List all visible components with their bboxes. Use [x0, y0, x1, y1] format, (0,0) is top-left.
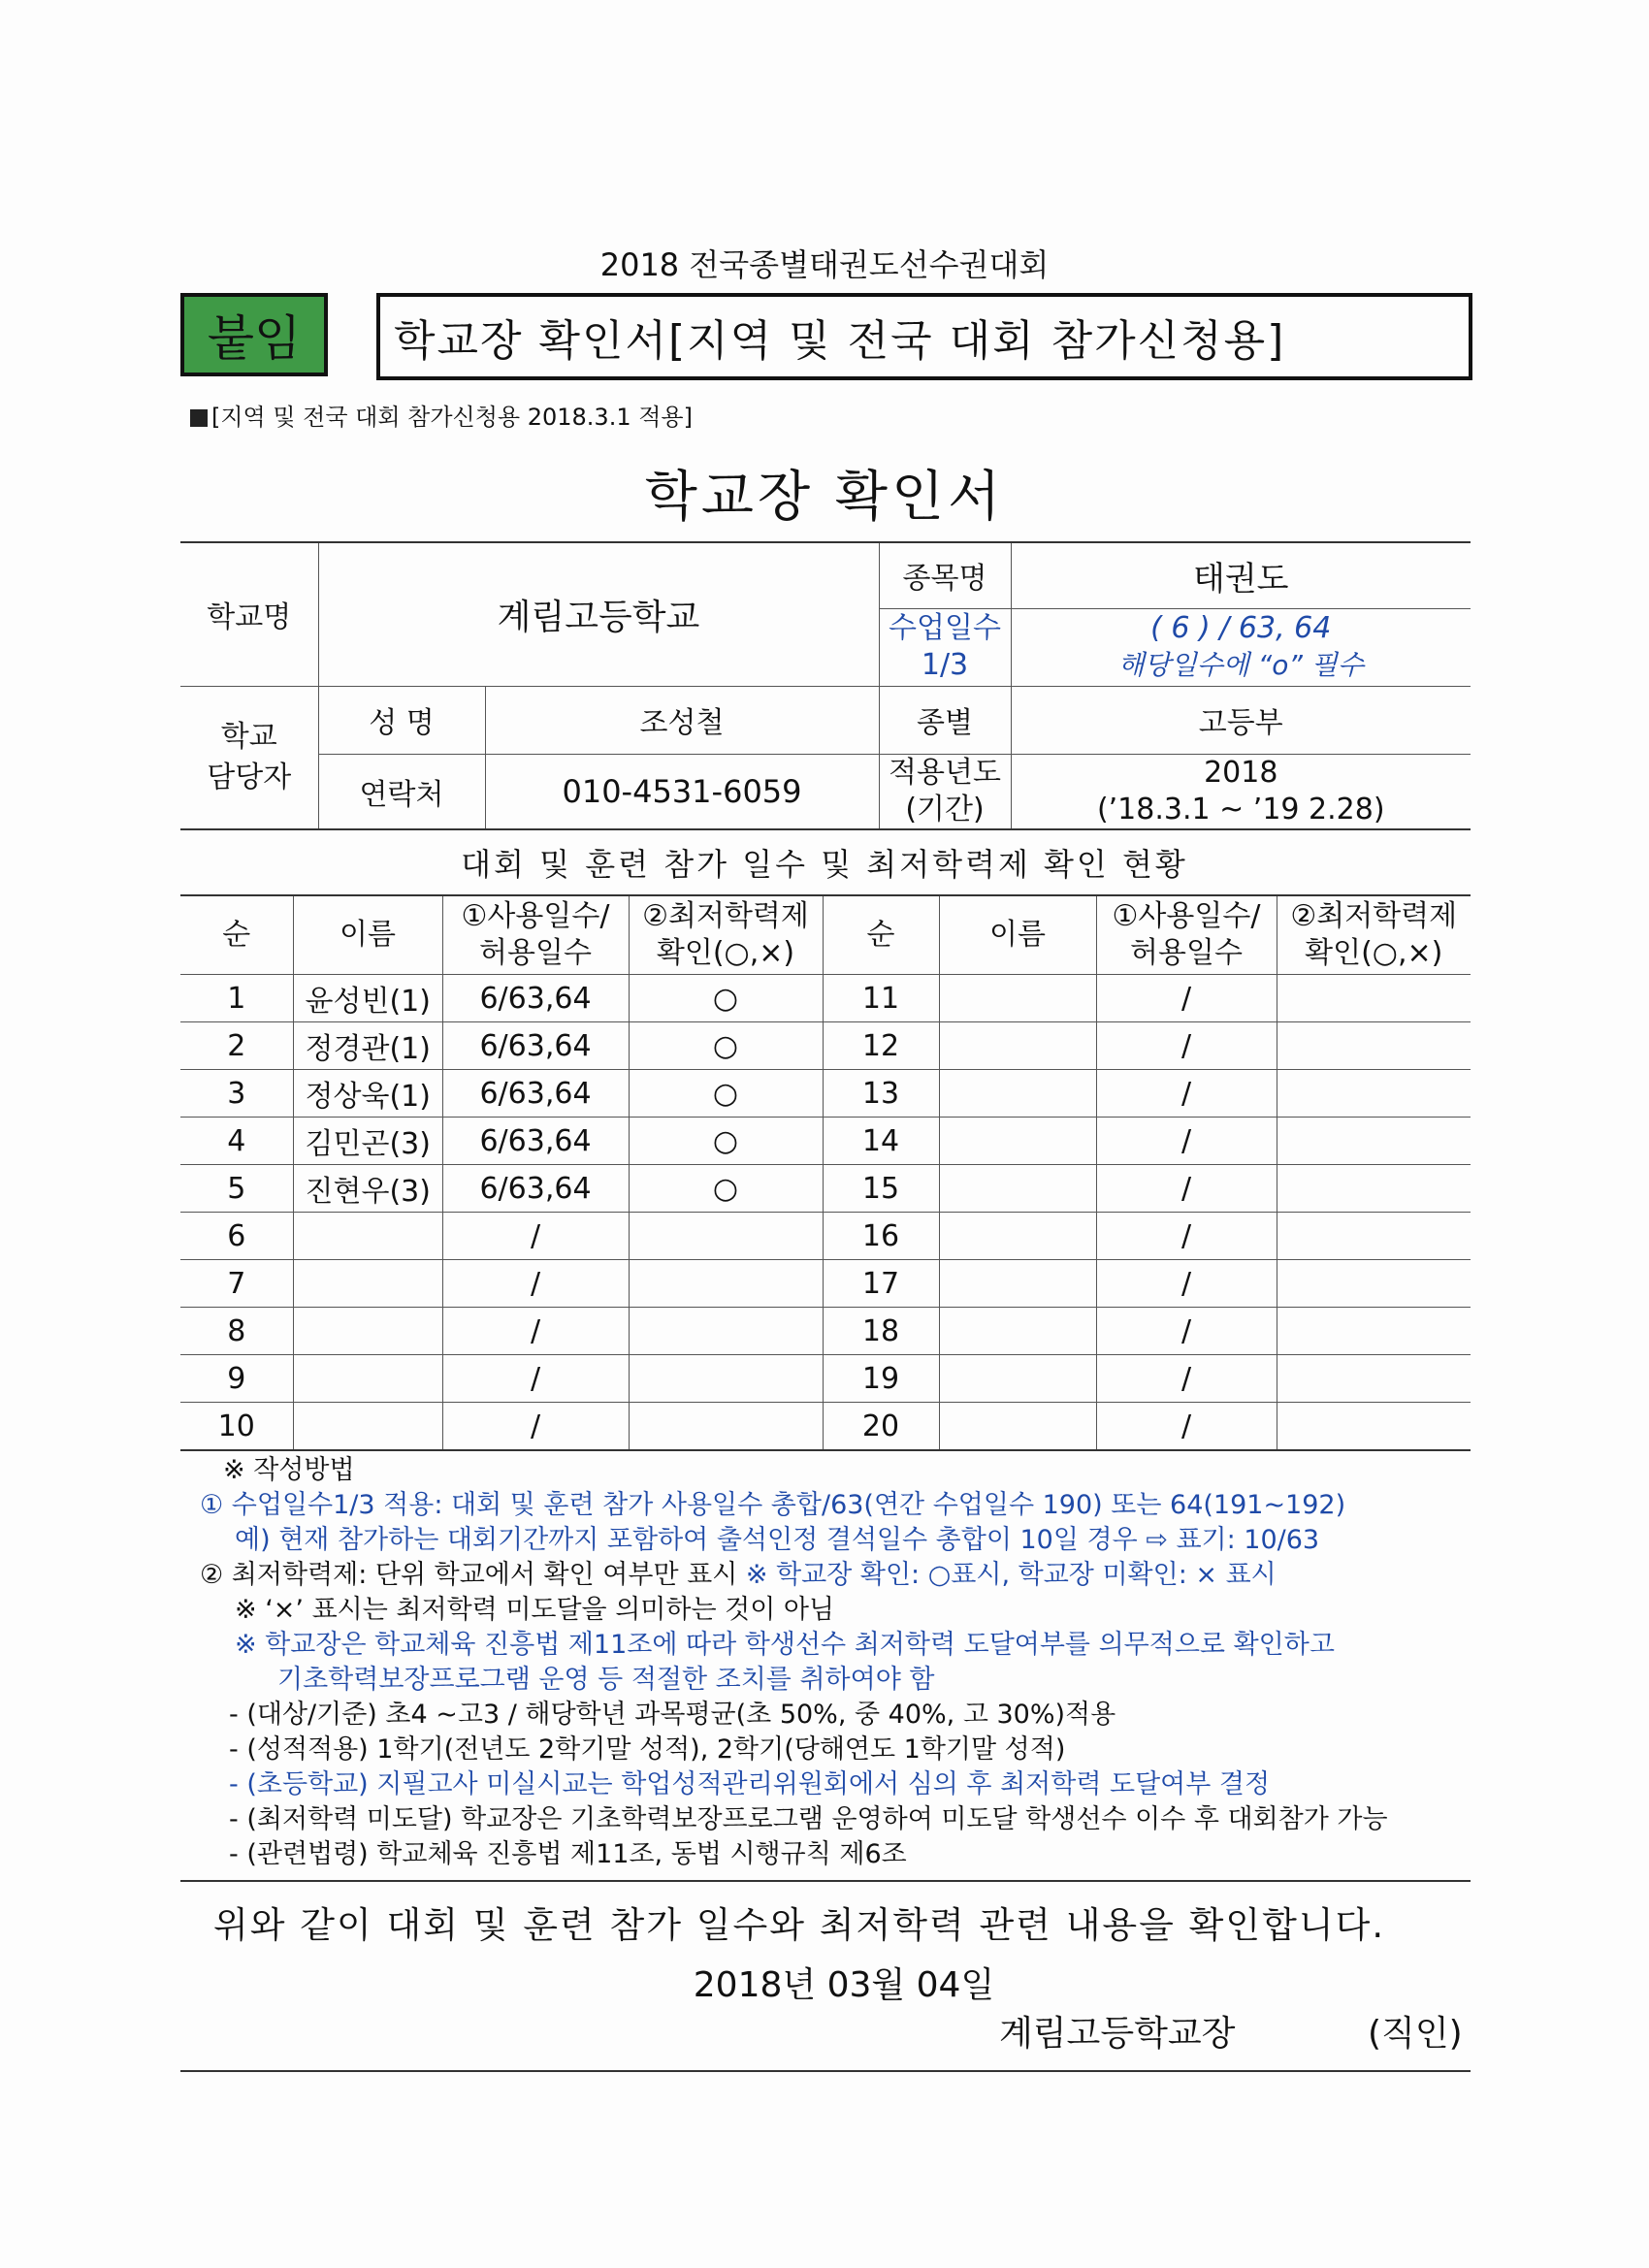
class-days-label-line2: 1/3	[921, 648, 969, 682]
header-no: 순	[823, 895, 939, 975]
athlete-name	[939, 1070, 1096, 1118]
used-days: /	[1096, 1403, 1277, 1451]
header-days-line2: 허용일수	[1130, 936, 1243, 970]
row-number: 9	[180, 1355, 293, 1403]
contact-value: 010-4531-6059	[485, 754, 879, 829]
used-days: 6/63,64	[442, 1070, 629, 1118]
header-min-line1: ②최저학력제	[1290, 899, 1458, 933]
name-label: 성 명	[318, 686, 485, 754]
used-days: /	[442, 1308, 629, 1355]
row-number: 13	[823, 1070, 939, 1118]
divider	[180, 1880, 1471, 1882]
page-title: 학교장 확인서	[644, 466, 1005, 529]
note-2b: ※ ‘×’ 표시는 최저학력 미도달을 의미하는 것이 아님	[235, 1595, 835, 1625]
header-name: 이름	[293, 895, 442, 975]
table-header-row	[180, 895, 1471, 975]
min-academic-mark	[1277, 1308, 1471, 1355]
table-row	[180, 1308, 1471, 1355]
used-days: /	[1096, 1022, 1277, 1070]
header-min-line2: 확인(○,×)	[656, 936, 795, 970]
athlete-name	[293, 1213, 442, 1260]
detail-1: - (대상/기준) 초4 ~고3 / 해당학년 과목평균(초 50%, 중 40%, 고 30%)적용	[229, 1700, 1116, 1730]
row-number: 7	[180, 1260, 293, 1308]
notes-section	[200, 1453, 1480, 1872]
year-label-line2: (기간)	[905, 792, 985, 826]
school-label: 학교명	[180, 542, 318, 686]
min-academic-mark	[1277, 1118, 1471, 1165]
min-academic-mark	[1277, 1260, 1471, 1308]
athlete-name	[939, 975, 1096, 1022]
used-days: /	[442, 1260, 629, 1308]
min-academic-mark	[1277, 1213, 1471, 1260]
row-number: 10	[180, 1403, 293, 1451]
athlete-name	[939, 1118, 1096, 1165]
division-value: 고등부	[1011, 686, 1471, 754]
note-1b: 예) 현재 참가하는 대회기간까지 포함하여 출석인정 결석일수 총합이 10일 경우 ⇨ 표기: 10/63	[235, 1525, 1320, 1555]
min-academic-mark	[629, 1355, 823, 1403]
table-row	[180, 975, 1471, 1022]
row-number: 14	[823, 1118, 939, 1165]
used-days: /	[442, 1403, 629, 1451]
confirm-statement: 위와 같이 대회 및 훈련 참가 일수와 최저학력 관련 내용을 확인합니다.	[213, 1904, 1386, 1946]
note-2d: 기초학력보장프로그램 운영 등 적절한 조치를 취하여야 함	[277, 1665, 935, 1695]
detail-2: - (성적적용) 1학기(전년도 2학기말 성적), 2학기(당해연도 1학기말 성적)	[229, 1734, 1066, 1765]
notes-heading: ※ 작성방법	[223, 1455, 355, 1485]
table-row	[180, 1070, 1471, 1118]
min-academic-mark	[1277, 1022, 1471, 1070]
participation-table	[180, 894, 1471, 1451]
min-academic-mark	[629, 1308, 823, 1355]
table-row	[180, 1165, 1471, 1213]
detail-4: - (최저학력 미도달) 학교장은 기초학력보장프로그램 운영하여 미도달 학생선수 이수 후 대회참가 가능	[229, 1804, 1388, 1834]
manager-label-line1: 학교	[220, 719, 277, 754]
athlete-name	[293, 1260, 442, 1308]
manager-label	[180, 686, 318, 829]
row-number: 16	[823, 1213, 939, 1260]
row-number: 19	[823, 1355, 939, 1403]
used-days: /	[1096, 1165, 1277, 1213]
used-days: /	[1096, 975, 1277, 1022]
note-2a	[200, 1558, 1480, 1593]
year-label	[879, 754, 1011, 829]
period-value: (’18.3.1 ~ ’19 2.28)	[1096, 792, 1385, 826]
seal-mark: (직인)	[1368, 2014, 1463, 2054]
year-value: 2018	[1204, 755, 1278, 790]
class-days-label	[879, 608, 1011, 686]
header-days-line2: 허용일수	[479, 936, 592, 970]
athlete-name: 진현우(3)	[293, 1165, 442, 1213]
min-academic-mark: ○	[629, 1070, 823, 1118]
issue-date: 2018년 03월 04일	[693, 1965, 995, 2005]
min-academic-mark	[1277, 975, 1471, 1022]
detail-5: - (관련법령) 학교체육 진흥법 제11조, 동법 시행규칙 제6조	[229, 1839, 907, 1869]
header-min-line1: ②최저학력제	[642, 899, 809, 933]
manager-name: 조성철	[485, 686, 879, 754]
header-no: 순	[180, 895, 293, 975]
used-days: /	[1096, 1118, 1277, 1165]
used-days: /	[1096, 1070, 1277, 1118]
athlete-name: 윤성빈(1)	[293, 975, 442, 1022]
row-number: 18	[823, 1308, 939, 1355]
min-academic-mark	[629, 1260, 823, 1308]
note-2a-text: ② 최저학력제: 단위 학교에서 확인 여부만 표시	[200, 1560, 746, 1590]
header-min	[629, 895, 823, 975]
row-number: 4	[180, 1118, 293, 1165]
table-row	[180, 1355, 1471, 1403]
school-name: 계림고등학교	[318, 542, 879, 686]
used-days: /	[442, 1213, 629, 1260]
min-academic-mark: ○	[629, 975, 823, 1022]
sport-label: 종목명	[879, 542, 1011, 608]
divider	[180, 2070, 1471, 2072]
row-number: 12	[823, 1022, 939, 1070]
manager-label-line2: 담당자	[207, 760, 292, 794]
athlete-name	[939, 1260, 1096, 1308]
class-days-note: 해당일수에 “o” 필수	[1117, 649, 1364, 681]
class-days-value: ( 6 ) / 63, 64	[1150, 611, 1332, 645]
year-label-line1: 적용년도	[889, 755, 1001, 790]
athlete-name: 정경관(1)	[293, 1022, 442, 1070]
min-academic-mark: ○	[629, 1165, 823, 1213]
row-number: 15	[823, 1165, 939, 1213]
square-bullet-icon	[190, 409, 208, 427]
used-days: /	[442, 1355, 629, 1403]
table-row	[180, 1403, 1471, 1451]
min-academic-mark: ○	[629, 1022, 823, 1070]
row-number: 1	[180, 975, 293, 1022]
header-days	[1096, 895, 1277, 975]
note-2c: ※ 학교장은 학교체육 진흥법 제11조에 따라 학생선수 최저학력 도달여부를 의무적으로 확인하고	[235, 1630, 1335, 1660]
detail-3: - (초등학교) 지필고사 미실시교는 학업성적관리위원회에서 심의 후 최저학력 도달여부 결정	[229, 1769, 1271, 1799]
sport-value: 태권도	[1011, 542, 1471, 608]
table-row	[180, 1022, 1471, 1070]
used-days: 6/63,64	[442, 1165, 629, 1213]
row-number: 3	[180, 1070, 293, 1118]
row-number: 2	[180, 1022, 293, 1070]
attachment-badge: 붙임	[180, 293, 328, 376]
min-academic-mark	[629, 1403, 823, 1451]
min-academic-mark	[1277, 1070, 1471, 1118]
used-days: /	[1096, 1213, 1277, 1260]
info-table	[180, 541, 1471, 830]
table-row	[180, 1118, 1471, 1165]
document-headline: 학교장 확인서[지역 및 전국 대회 참가신청용]	[376, 293, 1472, 380]
athlete-name	[939, 1165, 1096, 1213]
header-days	[442, 895, 629, 975]
athlete-name	[939, 1213, 1096, 1260]
header-days-line1: ①사용일수/	[1112, 899, 1261, 933]
athlete-name: 정상욱(1)	[293, 1070, 442, 1118]
notice-line	[190, 398, 693, 432]
athlete-name	[293, 1403, 442, 1451]
signer: 계림고등학교장	[999, 2014, 1236, 2054]
athlete-name: 김민곤(3)	[293, 1118, 442, 1165]
header-min	[1277, 895, 1471, 975]
athlete-name	[939, 1355, 1096, 1403]
row-number: 5	[180, 1165, 293, 1213]
min-academic-mark: ○	[629, 1118, 823, 1165]
athlete-name	[293, 1355, 442, 1403]
min-academic-mark	[1277, 1165, 1471, 1213]
row-number: 20	[823, 1403, 939, 1451]
division-label: 종별	[879, 686, 1011, 754]
row-number: 17	[823, 1260, 939, 1308]
used-days: 6/63,64	[442, 1118, 629, 1165]
status-title: 대회 및 훈련 참가 일수 및 최저학력제 확인 현황	[461, 846, 1188, 883]
row-number: 11	[823, 975, 939, 1022]
event-title: 2018 전국종별태권도선수권대회	[599, 246, 1050, 283]
class-days-value-cell	[1011, 608, 1471, 686]
year-value-cell	[1011, 754, 1471, 829]
min-academic-mark	[1277, 1403, 1471, 1451]
note-2a-blue: ※ 학교장 확인: ○표시, 학교장 미확인: × 표시	[745, 1560, 1277, 1590]
class-days-label-line1: 수업일수	[889, 611, 1001, 645]
contact-label: 연락처	[318, 754, 485, 829]
row-number: 6	[180, 1213, 293, 1260]
used-days: /	[1096, 1308, 1277, 1355]
header-name: 이름	[939, 895, 1096, 975]
note-1a: ① 수업일수1/3 적용: 대회 및 훈련 참가 사용일수 총합/63(연간 수업일수 190) 또는 64(191~192)	[200, 1490, 1346, 1520]
used-days: /	[1096, 1260, 1277, 1308]
used-days: 6/63,64	[442, 975, 629, 1022]
table-row	[180, 1213, 1471, 1260]
athlete-name	[939, 1403, 1096, 1451]
athlete-name	[293, 1308, 442, 1355]
table-row	[180, 1260, 1471, 1308]
athlete-name	[939, 1308, 1096, 1355]
min-academic-mark	[1277, 1355, 1471, 1403]
header-min-line2: 확인(○,×)	[1305, 936, 1443, 970]
header-days-line1: ①사용일수/	[461, 899, 610, 933]
min-academic-mark	[629, 1213, 823, 1260]
used-days: 6/63,64	[442, 1022, 629, 1070]
notice-text: [지역 및 전국 대회 참가신청용 2018.3.1 적용]	[211, 404, 693, 431]
used-days: /	[1096, 1355, 1277, 1403]
athlete-name	[939, 1022, 1096, 1070]
row-number: 8	[180, 1308, 293, 1355]
